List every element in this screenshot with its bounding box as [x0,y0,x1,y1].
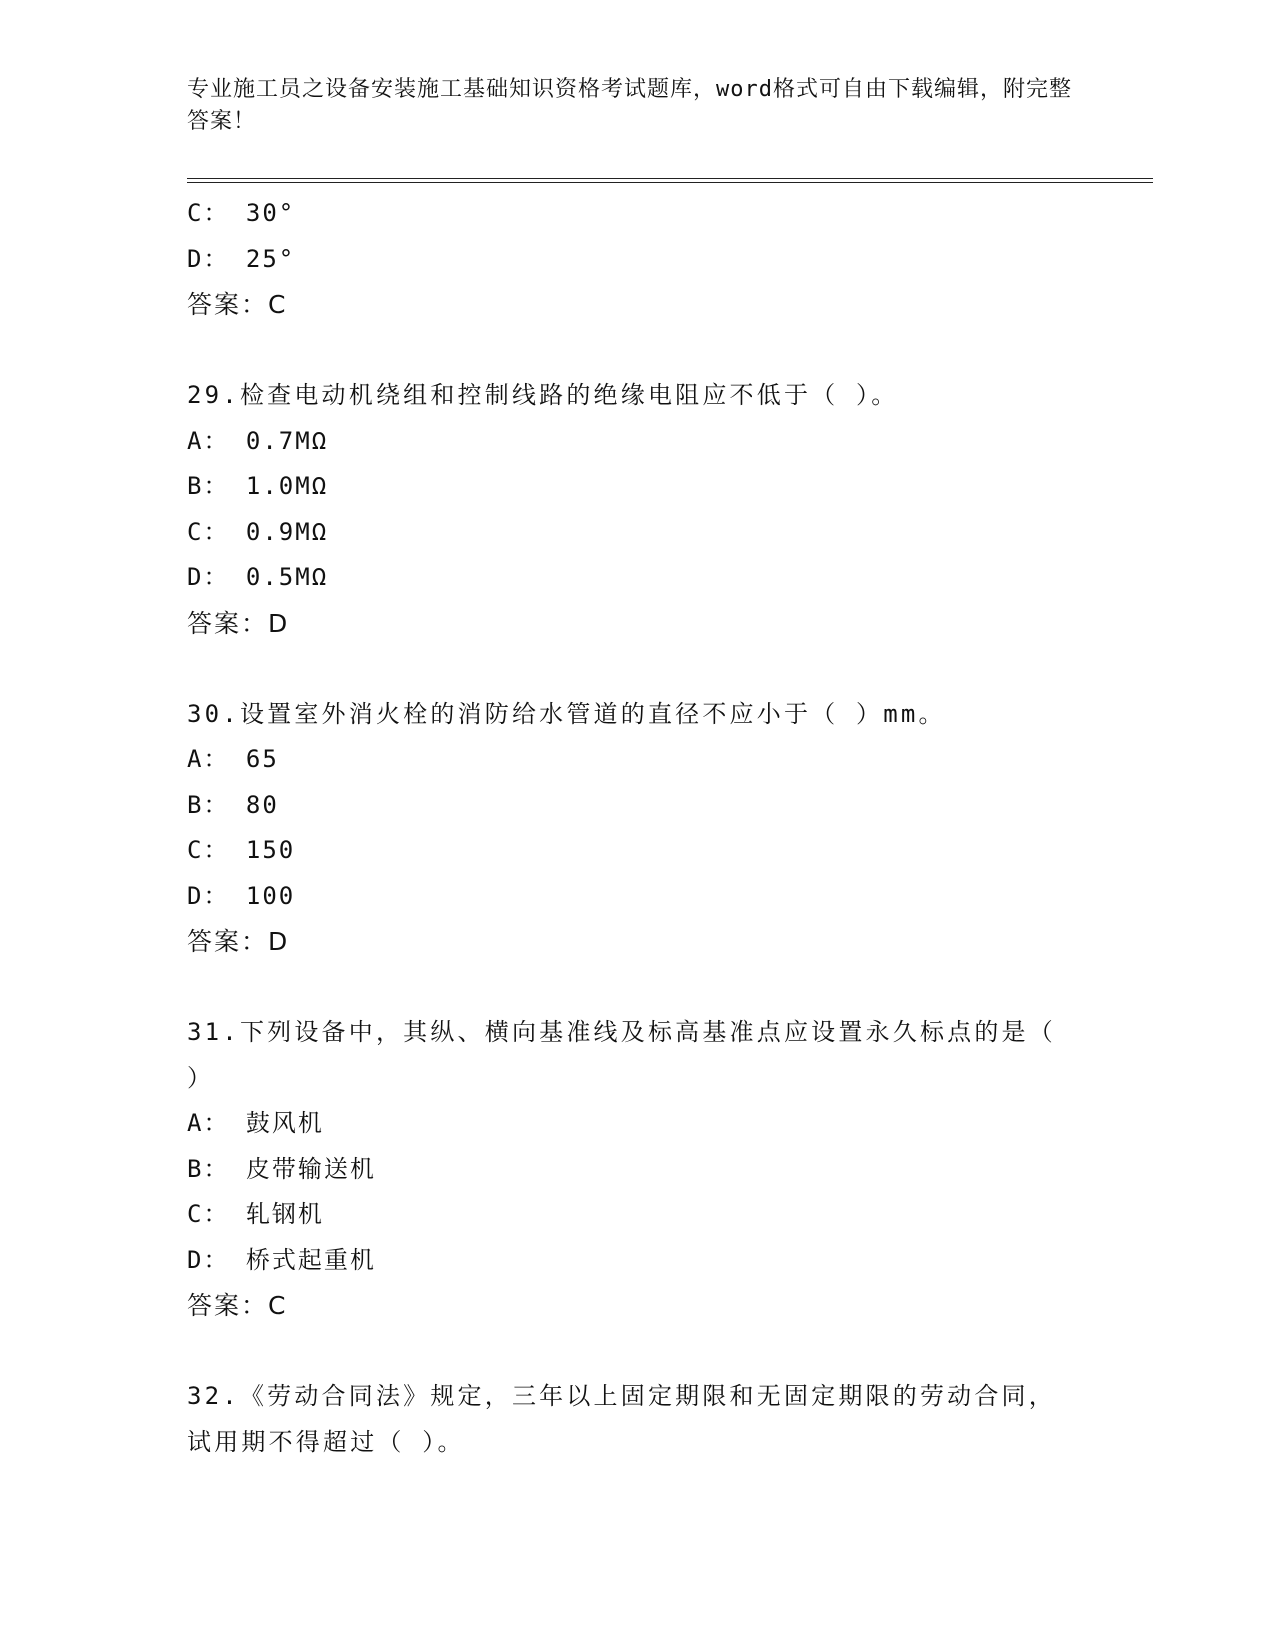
question-stem: 31.下列设备中，其纵、横向基准线及标高基准点应设置永久标点的是（ ） [187,1018,1056,1092]
question-32 [187,1374,1087,1465]
answer: 答案：C [187,1291,288,1320]
option-b: B： 1.0MΩ [187,472,329,500]
answer: 答案：D [187,608,290,638]
question-29 [187,373,1087,646]
question-30 [187,692,1087,965]
question-list [187,191,1087,1465]
option-c: C： 轧钢机 [187,1200,324,1228]
answer: 答案：D [187,927,290,956]
option-c: C： 150 [187,836,296,864]
option-a: A： 鼓风机 [187,1109,324,1137]
question-stem: 30.设置室外消火栓的消防给水管道的直径不应小于（ ）mm。 [187,699,946,728]
option-c: C： 30° [187,199,296,227]
question-stem: 32.《劳动合同法》规定，三年以上固定期限和无固定期限的劳动合同，试用期不得超过（ ）。 [187,1382,1056,1456]
option-c: C： 0.9MΩ [187,517,329,546]
header-divider [187,178,1153,179]
option-a: A： 0.7MΩ [187,426,329,455]
option-a: A： 65 [187,745,279,773]
document-header: 专业施工员之设备安装施工基础知识资格考试题库，word格式可自由下载编辑，附完整答案！ [187,77,1072,134]
option-b: B： 80 [187,790,279,819]
option-b: B： 皮带输送机 [187,1154,376,1183]
question-stem: 29.检查电动机绕组和控制线路的绝缘电阻应不低于（ ）。 [187,381,899,409]
option-d: D： 100 [187,881,296,910]
option-d: D： 桥式起重机 [187,1245,376,1274]
header-divider-secondary [187,182,1153,183]
answer: 答案：C [187,290,288,319]
question-28-partial [187,191,1087,328]
option-d: D： 25° [187,244,296,273]
option-d: D： 0.5MΩ [187,563,329,591]
question-31 [187,1010,1087,1329]
